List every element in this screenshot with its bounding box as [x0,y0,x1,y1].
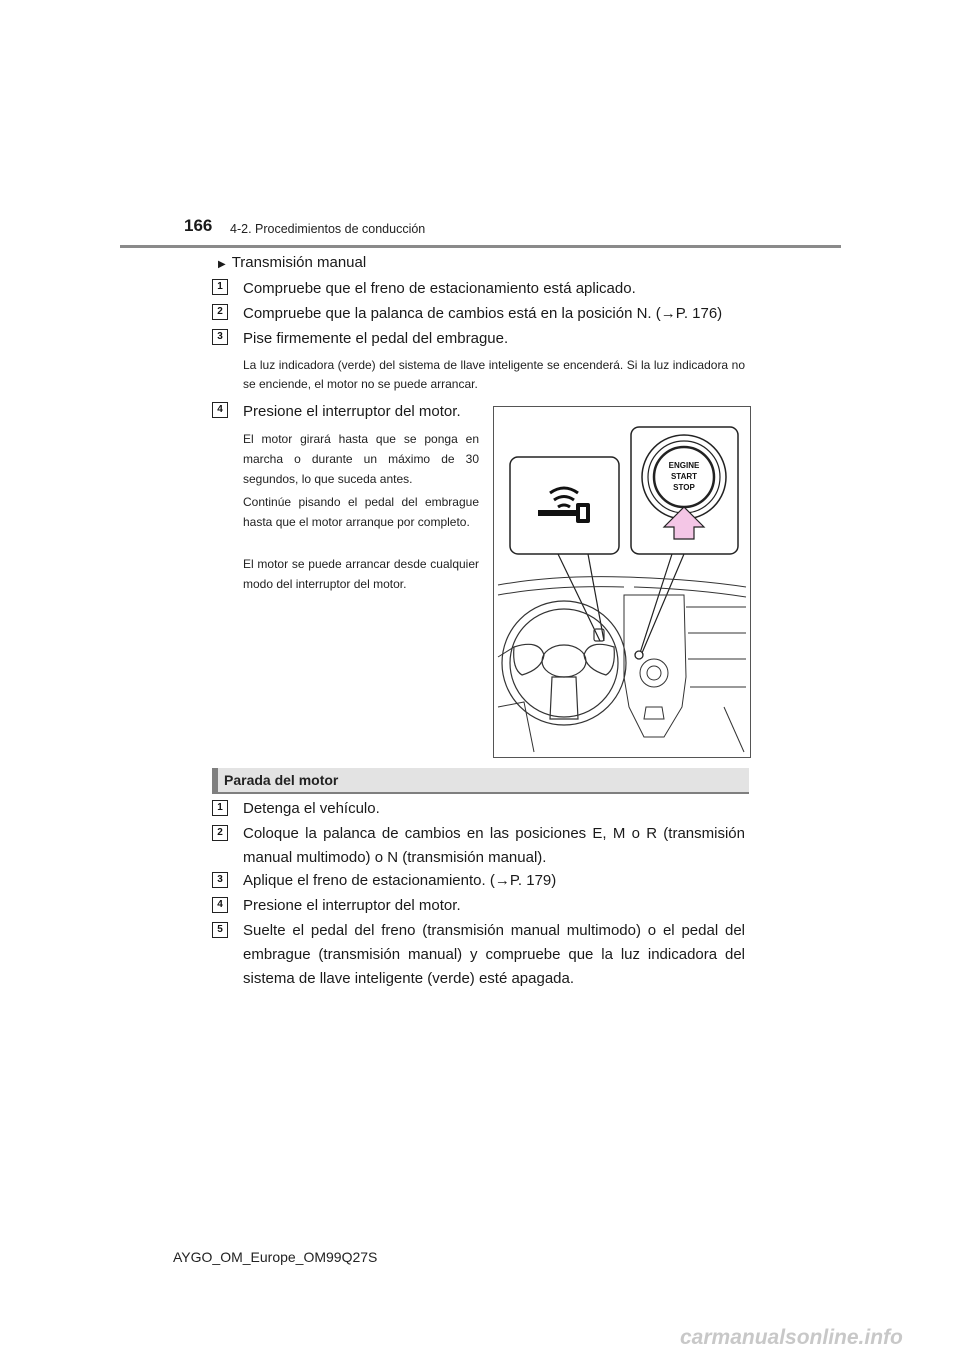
button-label-stop: STOP [673,483,695,492]
stop-step-badge-2: 2 [212,825,228,841]
section-title: 4-2. Procedimientos de conducción [230,222,426,236]
stop-step-5-line3: sistema de llave inteligente (verde) esté apagada. [243,970,575,987]
section-edge-marker [212,768,218,792]
step-2-text: Compruebe que la palanca de cambios está en la posición N. (→P. 176) [243,305,723,322]
page-number: 166 [184,216,213,235]
section-rule [212,792,749,794]
section-header-title: Parada del motor [224,772,339,788]
manual-heading [218,254,366,271]
indicator-note: La luz indicadora (verde) del sistema de llave inteligente se encenderá. Si la luz indicadora no se enciende, el motor no se puede arrancar. [243,358,745,391]
steering-wheel-drawing [502,601,626,725]
step-1-text: Compruebe que el freno de estacionamiento está aplicado. [243,280,636,297]
stop-step-4-text: Presione el interruptor del motor. [243,897,461,914]
mode-note: El motor se puede arrancar desde cualquier modo del interruptor del motor. [243,557,479,591]
step-3-text: Pise firmemente el pedal del embrague. [243,330,509,347]
stop-step-badge-5: 5 [212,922,228,938]
stop-step-2-line2: manual multimodo) o N (transmisión manual). [243,849,547,866]
stop-step-2-line1: Coloque la palanca de cambios en las posiciones E, M o R (transmisión [243,825,745,842]
stop-step-3-text: Aplique el freno de estacionamiento. (→P. 179) [243,872,557,889]
watermark: carmanualsonline.info [680,1326,903,1349]
dashboard-drawing [494,407,750,757]
section-header-stop [212,768,749,792]
step-badge-3: 3 [212,329,228,345]
stop-step-badge-3: 3 [212,872,228,888]
stop-step-5-line2: embrague (transmisión manual) y compruebe que la luz indicadora del [243,946,745,963]
dashboard-outline [498,577,746,752]
button-label-start: START [670,472,698,481]
engine-switch-location-icon [635,651,643,659]
stop-step-1-text: Detenga el vehículo. [243,800,380,817]
stop-step-5-line1: Suelte el pedal del freno (transmisión manual multimodo) o el pedal del [243,922,745,939]
crank-note: El motor girará hasta que se ponga en marcha o durante un máximo de 30 segundos, lo que suceda antes. [243,432,479,486]
manual-heading-text: Transmisión manual [231,254,367,271]
engine-start-illustration [493,406,751,758]
step-badge-4: 4 [212,402,228,418]
stop-step-badge-1: 1 [212,800,228,816]
step-badge-1: 1 [212,279,228,295]
document-id: AYGO_OM_Europe_OM99Q27S [173,1249,378,1265]
clutch-note: Continúe pisando el pedal del embrague hasta que el motor arranque por completo. [243,495,479,529]
step-badge-2: 2 [212,304,228,320]
header-rule [120,245,841,248]
step-4-text: Presione el interruptor del motor. [243,403,461,420]
button-label-engine: ENGINE [668,461,700,470]
stop-step-badge-4: 4 [212,897,228,913]
triangle-bullet-icon: ▶ [218,259,226,270]
